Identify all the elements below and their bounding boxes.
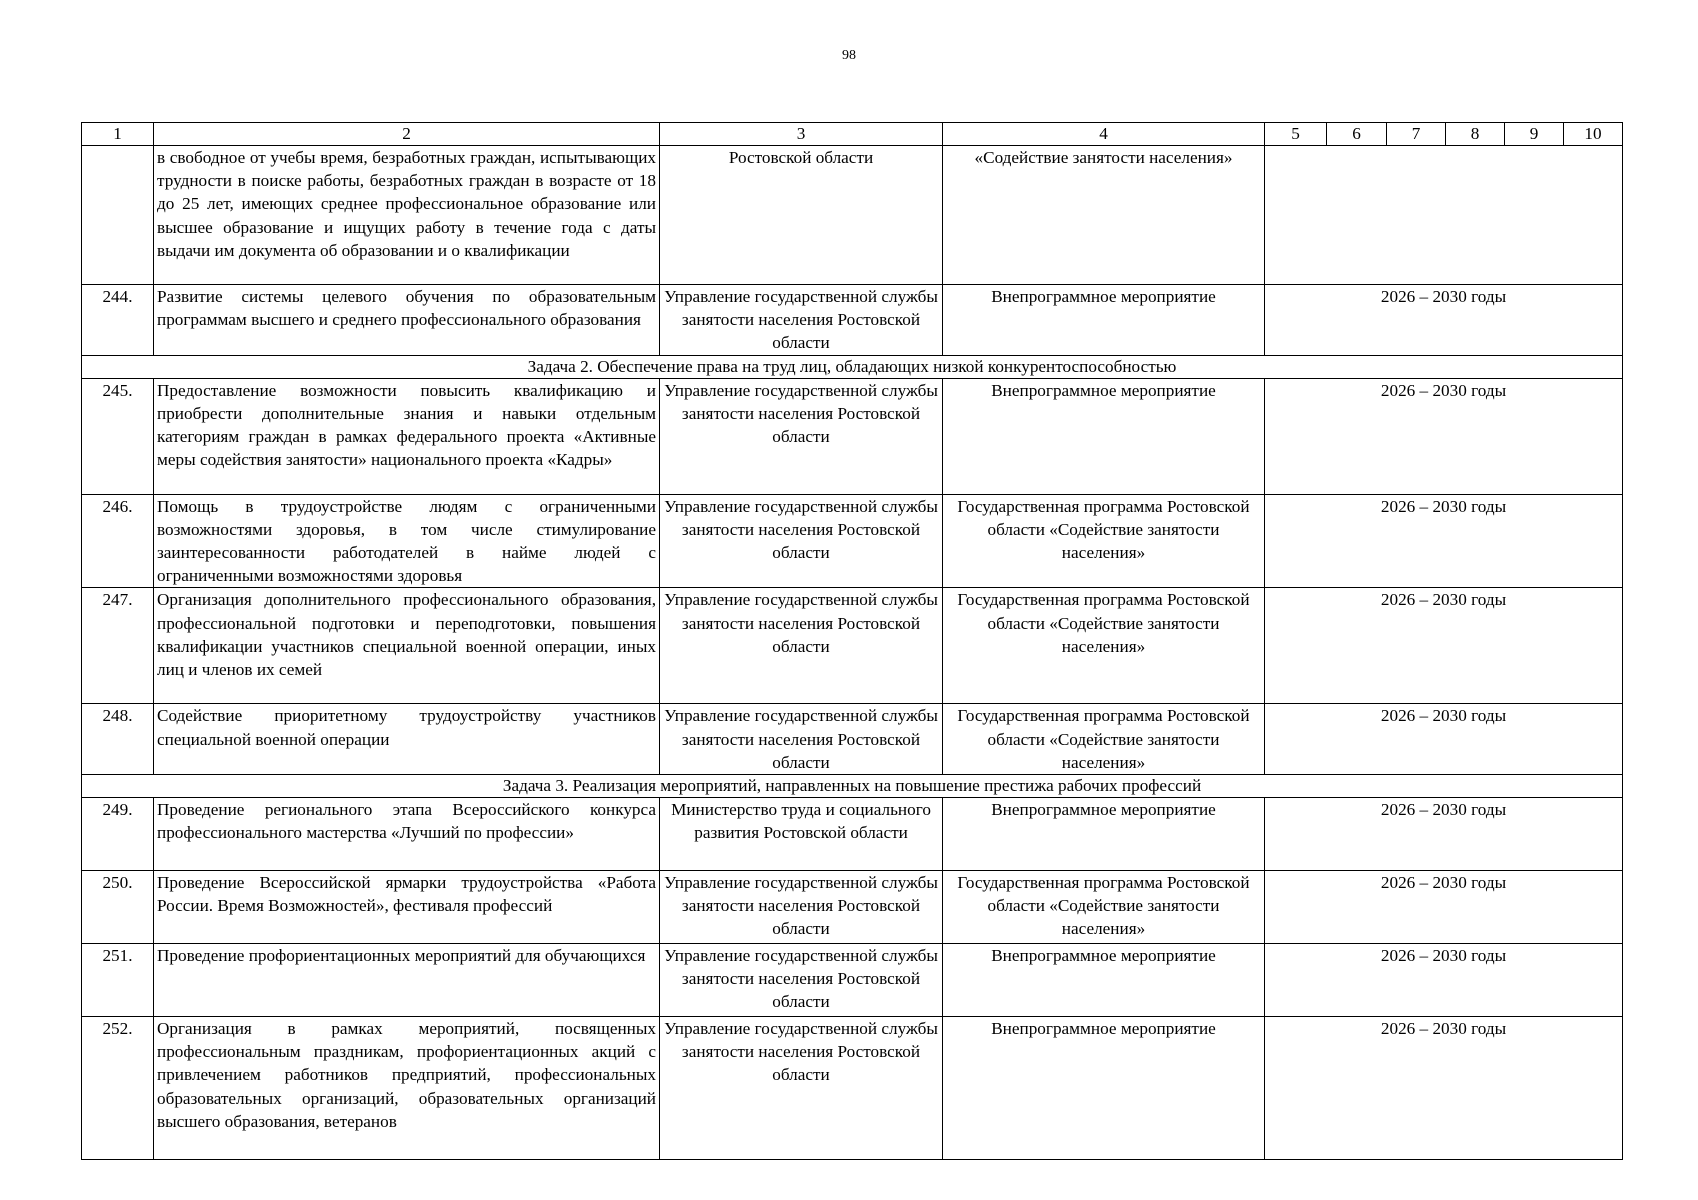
column-header: 5 [1265,123,1327,146]
funding-source: Внепрограммное мероприятие [943,1017,1265,1160]
table-row [82,798,1623,871]
row-number: 245. [82,378,154,494]
column-header: 3 [660,123,943,146]
implementation-period: 2026 – 2030 годы [1265,494,1623,588]
column-header: 2 [154,123,660,146]
implementation-period: 2026 – 2030 годы [1265,798,1623,871]
funding-source: Внепрограммное мероприятие [943,944,1265,1017]
executor: Управление государственной службы занятости населения Ростовской области [660,494,943,588]
funding-source: Государственная программа Ростовской области «Содействие занятости населения» [943,704,1265,775]
executor: Управление государственной службы занятости населения Ростовской области [660,1017,943,1160]
section-title: Задача 3. Реализация мероприятий, направленных на повышение престижа рабочих профессий [82,775,1623,798]
funding-source: Внепрограммное мероприятие [943,285,1265,356]
table-header-row [82,123,1623,146]
table-row [82,285,1623,356]
funding-source: Государственная программа Ростовской области «Содействие занятости населения» [943,588,1265,704]
measure-description: Проведение Всероссийской ярмарки трудоустройства «Работа России. Время Возможностей», фестиваля профессий [154,871,660,944]
column-header: 9 [1505,123,1564,146]
row-number: 252. [82,1017,154,1160]
table-row [82,704,1623,775]
table-row [82,871,1623,944]
measure-description: Содействие приоритетному трудоустройству участников специальной военной операции [154,704,660,775]
row-number: 246. [82,494,154,588]
table-row [82,944,1623,1017]
section-title: Задача 2. Обеспечение права на труд лиц, обладающих низкой конкурентоспособностью [82,355,1623,378]
measure-description: в свободное от учебы время, безработных граждан, испытывающих трудности в поиске работы, безработных граждан в возрасте от 18 до 25 лет, имеющих среднее профессиональное образование или высшее образование и ищущих работу в течение года с даты выдачи им документа об образовании и о квалификации [154,146,660,285]
row-number: 248. [82,704,154,775]
row-number: 251. [82,944,154,1017]
measure-description: Проведение профориентационных мероприятий для обучающихся [154,944,660,1017]
implementation-period: 2026 – 2030 годы [1265,871,1623,944]
measure-description: Развитие системы целевого обучения по образовательным программам высшего и среднего профессионального образования [154,285,660,356]
measure-description: Помощь в трудоустройстве людям с ограниченными возможностями здоровья, в том числе стимулирование заинтересованности работодателей в найме людей с ограниченными возможностями здоровья [154,494,660,588]
table-row [82,494,1623,588]
measure-description: Предоставление возможности повысить квалификацию и приобрести дополнительные знания и навыки отдельным категориям граждан в рамках федерального проекта «Активные меры содействия занятости» национального проекта «Кадры» [154,378,660,494]
implementation-period [1265,146,1623,285]
funding-source: «Содействие занятости населения» [943,146,1265,285]
implementation-period: 2026 – 2030 годы [1265,285,1623,356]
executor: Управление государственной службы занятости населения Ростовской области [660,285,943,356]
table-row [82,1017,1623,1160]
executor: Управление государственной службы занятости населения Ростовской области [660,704,943,775]
row-number: 244. [82,285,154,356]
table-row [82,588,1623,704]
section-row [82,775,1623,798]
column-header: 8 [1446,123,1505,146]
column-header: 1 [82,123,154,146]
row-number: 247. [82,588,154,704]
table-row [82,146,1623,285]
implementation-period: 2026 – 2030 годы [1265,378,1623,494]
funding-source: Внепрограммное мероприятие [943,378,1265,494]
implementation-period: 2026 – 2030 годы [1265,944,1623,1017]
column-header: 10 [1564,123,1623,146]
measure-description: Организация дополнительного профессионального образования, профессиональной подготовки и переподготовки, повышения квалификации участников специальной военной операции, иных лиц и членов их семей [154,588,660,704]
executor: Управление государственной службы занятости населения Ростовской области [660,378,943,494]
measure-description: Проведение регионального этапа Всероссийского конкурса профессионального мастерства «Лучший по профессии» [154,798,660,871]
section-row [82,355,1623,378]
table-row [82,378,1623,494]
funding-source: Внепрограммное мероприятие [943,798,1265,871]
measures-table [81,122,1623,1160]
funding-source: Государственная программа Ростовской области «Содействие занятости населения» [943,871,1265,944]
executor: Министерство труда и социального развития Ростовской области [660,798,943,871]
implementation-period: 2026 – 2030 годы [1265,704,1623,775]
row-number [82,146,154,285]
column-header: 7 [1387,123,1446,146]
implementation-period: 2026 – 2030 годы [1265,588,1623,704]
page-number: 98 [842,48,856,63]
row-number: 249. [82,798,154,871]
executor: Управление государственной службы занятости населения Ростовской области [660,944,943,1017]
executor: Управление государственной службы занятости населения Ростовской области [660,871,943,944]
executor: Управление государственной службы занятости населения Ростовской области [660,588,943,704]
row-number: 250. [82,871,154,944]
executor: Ростовской области [660,146,943,285]
column-header: 4 [943,123,1265,146]
column-header: 6 [1327,123,1387,146]
implementation-period: 2026 – 2030 годы [1265,1017,1623,1160]
measure-description: Организация в рамках мероприятий, посвященных профессиональным праздникам, профориентационных акций с привлечением работников предприятий, профессиональных образовательных организаций, образовательных организаций высшего образования, ветеранов [154,1017,660,1160]
funding-source: Государственная программа Ростовской области «Содействие занятости населения» [943,494,1265,588]
